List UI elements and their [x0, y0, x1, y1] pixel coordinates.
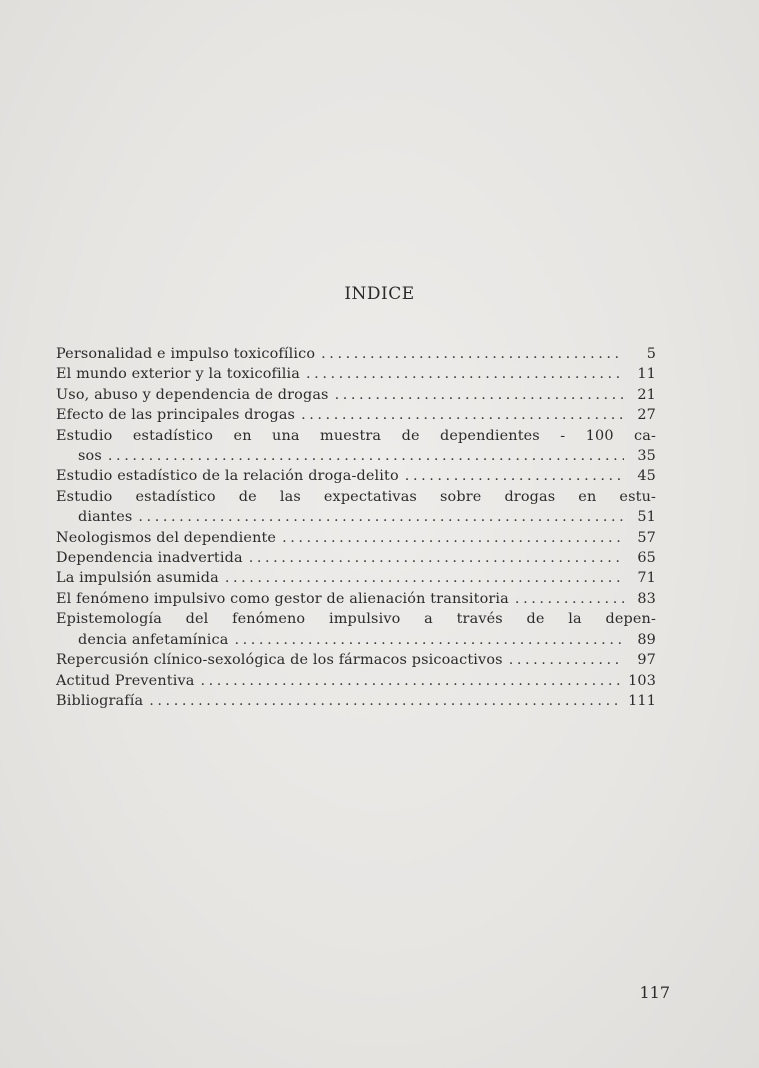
toc-entry-page: 111: [628, 692, 656, 709]
toc-entry-title: Estudio estadístico de la relación droga-delito: [56, 468, 399, 485]
toc-entry: [56, 691, 656, 711]
toc-entry-title: Repercusión clínico-sexológica de los fármacos psicoactivos: [56, 652, 503, 669]
dot-leader: [234, 630, 624, 650]
toc-entry-title: Actitud Preventiva: [56, 672, 195, 689]
toc-entry: [56, 671, 656, 691]
toc-entry: [56, 650, 656, 670]
dot-leader: [108, 446, 624, 466]
toc-entry-title-line1: Estudio estadístico de las expectativas sobre drogas en estu-: [56, 488, 656, 505]
toc-entry-page: 21: [637, 386, 656, 403]
table-of-contents: [56, 344, 656, 711]
toc-entry: [56, 609, 656, 650]
toc-entry-title: El mundo exterior y la toxicofilia: [56, 366, 301, 383]
toc-entry: [56, 568, 656, 588]
toc-entry-title: Bibliografía: [56, 692, 144, 709]
dot-leader: [282, 528, 624, 548]
toc-entry-page: 11: [637, 366, 656, 383]
toc-entry: [56, 528, 656, 548]
dot-leader: [306, 364, 624, 384]
toc-entry-title: Dependencia inadvertida: [56, 550, 243, 567]
dot-leader: [301, 405, 624, 425]
dot-leader: [149, 691, 622, 711]
dot-leader: [225, 568, 624, 588]
dot-leader: [138, 507, 624, 527]
toc-entry: [56, 548, 656, 568]
page-title: INDICE: [344, 284, 415, 304]
toc-entry-page: 97: [637, 652, 656, 669]
toc-entry-page: 83: [637, 590, 656, 607]
toc-entry-page: 27: [637, 407, 656, 424]
page-number: 117: [639, 983, 670, 1002]
toc-entry-page: 89: [637, 631, 656, 648]
toc-entry: [56, 344, 656, 364]
toc-entry-page: 57: [637, 529, 656, 546]
toc-entry-page: 51: [637, 509, 656, 526]
toc-entry: [56, 385, 656, 405]
toc-entry-page: 103: [628, 672, 656, 689]
dot-leader: [509, 650, 624, 670]
toc-entry-title: Personalidad e impulso toxicofílico: [56, 346, 316, 362]
toc-entry-title: Uso, abuso y dependencia de drogas: [56, 386, 329, 403]
dot-leader: [249, 548, 624, 568]
dot-leader: [335, 385, 624, 405]
toc-entry: [56, 364, 656, 384]
toc-entry-title-line1: Epistemología del fenómeno impulsivo a través de la depen-: [56, 611, 656, 628]
toc-entry-title: La impulsión asumida: [56, 570, 219, 587]
toc-entry-title-line1: Estudio estadístico en una muestra de dependientes - 100 ca-: [56, 427, 656, 444]
dot-leader: [515, 589, 624, 609]
dot-leader: [405, 466, 624, 486]
dot-leader: [200, 671, 622, 691]
toc-entry-page: 45: [637, 468, 656, 485]
toc-entry-title: Efecto de las principales drogas: [56, 407, 296, 424]
dot-leader: [321, 344, 624, 364]
toc-entry-title: sos: [78, 448, 102, 465]
toc-entry: [56, 466, 656, 486]
toc-entry-page: 71: [637, 570, 656, 587]
toc-entry-page: 5: [646, 346, 656, 362]
toc-entry: [56, 405, 656, 425]
toc-entry-title: diantes: [78, 509, 133, 526]
toc-entry: [56, 589, 656, 609]
toc-entry: [56, 487, 656, 528]
toc-entry-title: El fenómeno impulsivo como gestor de alienación transitoria: [56, 590, 509, 607]
toc-entry-page: 35: [637, 448, 656, 465]
toc-entry-title: dencia anfetamínica: [78, 631, 229, 648]
toc-entry-title: Neologismos del dependiente: [56, 529, 277, 546]
toc-entry-page: 65: [637, 550, 656, 567]
toc-entry: [56, 426, 656, 467]
